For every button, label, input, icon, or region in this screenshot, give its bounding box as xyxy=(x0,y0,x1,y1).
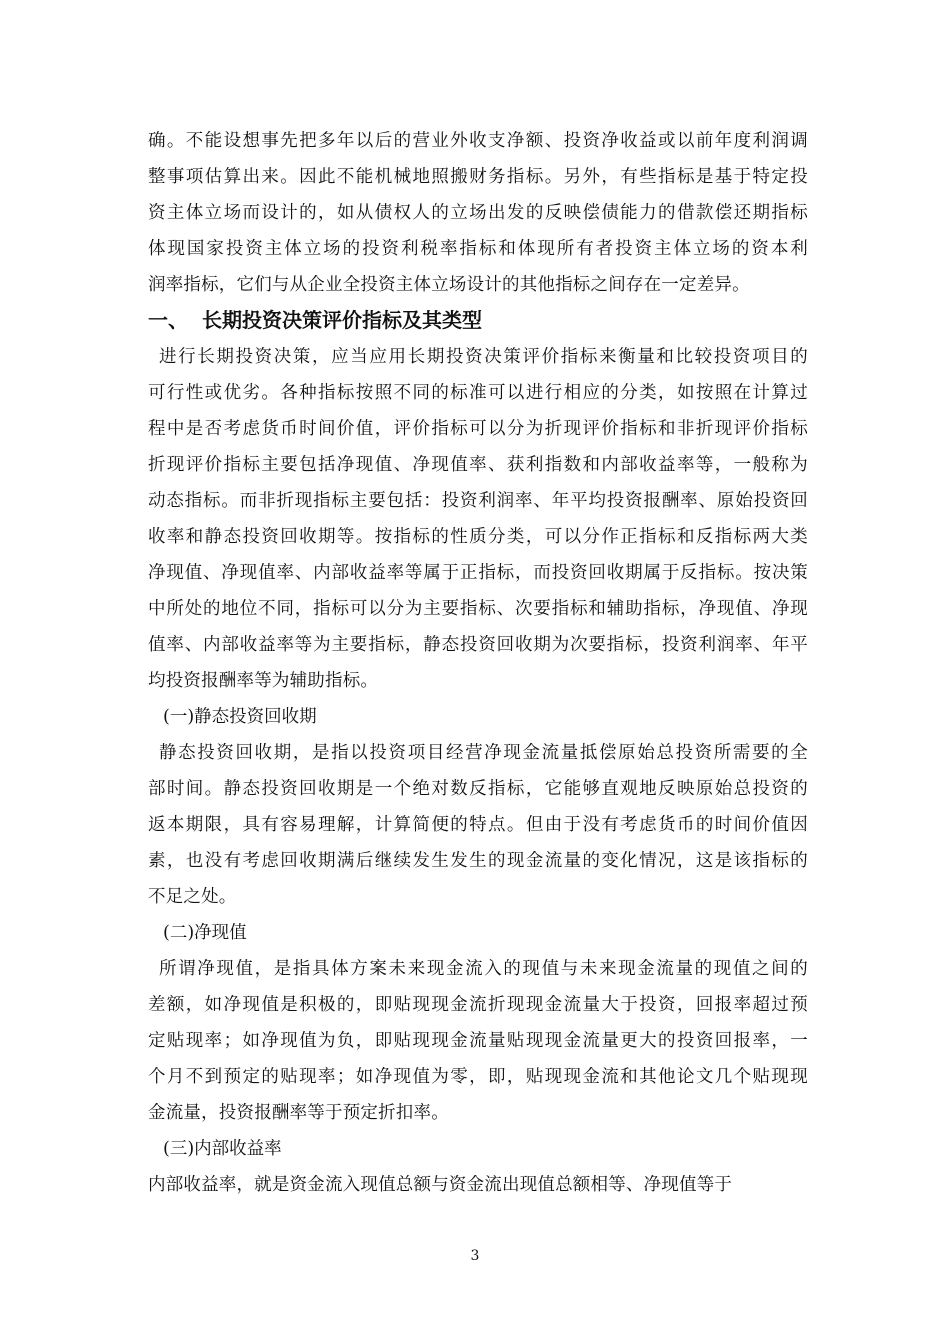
intro-line-2: 整事项估算出来。因此不能机械地照搬财务指标。另外，有些指标是基于特定投 xyxy=(148,167,808,187)
intro-line-4: 体现国家投资主体立场的投资利税率指标和体现所有者投资主体立场的资本利 xyxy=(148,239,808,259)
types-line-9: 值率、内部收益率等为主要指标，静态投资回收期为次要指标，投资利润率、年平 xyxy=(148,635,808,655)
types-line-4: 折现评价指标主要包括净现值、净现值率、获利指数和内部收益率等，一般称为 xyxy=(148,455,808,475)
subheading-payback-period: (一)静态投资回收期 xyxy=(163,707,317,727)
npv-line-3: 定贴现率；如净现值为负，即贴现现金流量贴现现金流量更大的投资回报率，一 xyxy=(148,1031,808,1051)
payback-line-4: 素，也没有考虑回收期满后继续发生发生的现金流量的变化情况，这是该指标的 xyxy=(148,851,808,871)
types-line-7: 净现值、净现值率、内部收益率等属于正指标，而投资回收期属于反指标。按决策 xyxy=(148,563,808,583)
types-line-5: 动态指标。而非折现指标主要包括：投资利润率、年平均投资报酬率、原始投资回 xyxy=(148,491,808,511)
section-heading-number: 一、 xyxy=(148,308,188,332)
payback-line-2: 部时间。静态投资回收期是一个绝对数反指标，它能够直观地反映原始总投资的 xyxy=(148,779,808,799)
npv-line-2: 差额，如净现值是积极的，即贴现现金流折现现金流量大于投资，回报率超过预 xyxy=(148,995,808,1015)
types-line-1: 进行长期投资决策，应当应用长期投资决策评价指标来衡量和比较投资项目的 xyxy=(159,347,808,367)
section-heading-title: 长期投资决策评价指标及其类型 xyxy=(202,308,482,332)
types-line-3: 程中是否考虑货币时间价值，评价指标可以分为折现评价指标和非折现评价指标 xyxy=(148,419,808,439)
intro-line-5: 润率指标，它们与从企业全投资主体立场设计的其他指标之间存在一定差异。 xyxy=(148,275,750,295)
payback-line-3: 返本期限，具有容易理解，计算简便的特点。但由于没有考虑货币的时间价值因 xyxy=(148,815,808,835)
subheading-npv: (二)净现值 xyxy=(163,923,247,943)
npv-line-5: 金流量，投资报酬率等于预定折扣率。 xyxy=(148,1103,449,1123)
payback-line-1: 静态投资回收期，是指以投资项目经营净现金流量抵偿原始总投资所需要的全 xyxy=(159,743,808,763)
page-number: 3 xyxy=(470,1248,480,1264)
npv-line-4: 个月不到预定的贴现率；如净现值为零，即，贴现现金流和其他论文几个贴现现 xyxy=(148,1067,808,1087)
types-line-6: 收率和静态投资回收期等。按指标的性质分类，可以分作正指标和反指标两大类 xyxy=(148,527,808,547)
types-line-2: 可行性或优劣。各种指标按照不同的标准可以进行相应的分类，如按照在计算过 xyxy=(148,383,808,403)
irr-line-1: 内部收益率，就是资金流入现值总额与资金流出现值总额相等、净现值等于 xyxy=(148,1175,733,1195)
types-line-8: 中所处的地位不同，指标可以分为主要指标、次要指标和辅助指标，净现值、净现 xyxy=(148,599,808,619)
types-line-10: 均投资报酬率等为辅助指标。 xyxy=(148,671,379,691)
payback-line-5: 不足之处。 xyxy=(148,887,237,907)
intro-line-3: 资主体立场而设计的，如从债权人的立场出发的反映偿债能力的借款偿还期指标 xyxy=(148,203,808,223)
subheading-irr: (三)内部收益率 xyxy=(163,1139,282,1159)
npv-line-1: 所谓净现值，是指具体方案未来现金流入的现值与未来现金流量的现值之间的 xyxy=(159,959,808,979)
intro-line-1: 确。不能设想事先把多年以后的营业外收支净额、投资净收益或以前年度利润调 xyxy=(148,131,808,151)
section-heading xyxy=(148,307,482,333)
